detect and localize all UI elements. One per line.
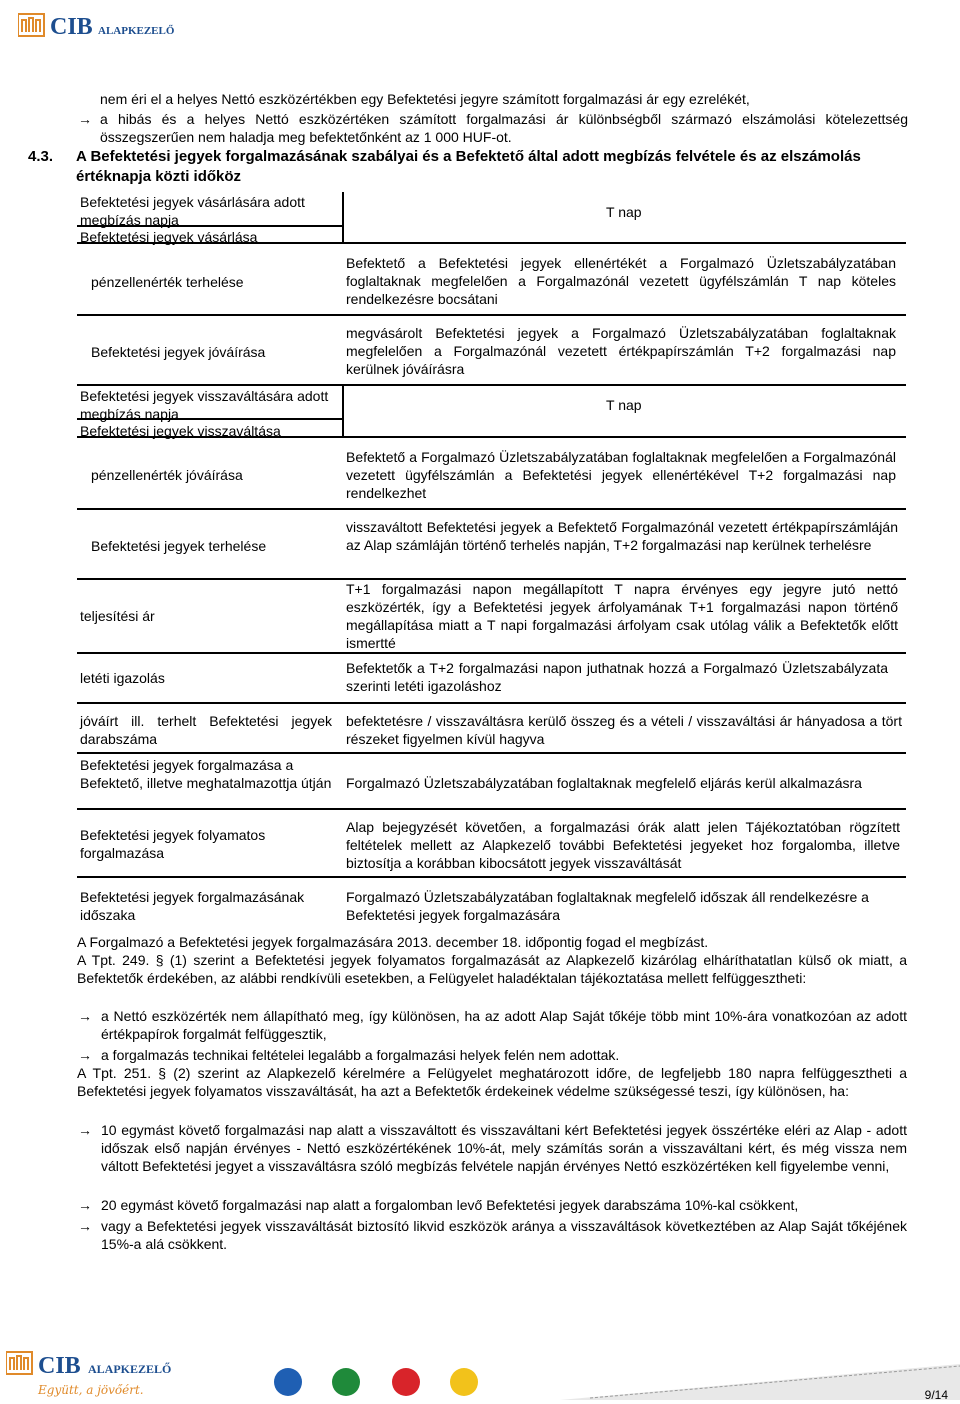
body-paragraph: A Forgalmazó a Befektetési jegyek forgalmazására 2013. december 18. időpontig fogad el megbízást. — [77, 934, 709, 950]
table-cell: megvásárolt Befektetési jegyek a Forgalmazó Üzletszabályzatában foglaltaknak megfelelően a Forgalmazónál vezetett értékpapírszámlán T+2 forgalmazási nap kerülnek jóváírásra — [346, 325, 896, 377]
table-cell: Befektetési jegyek visszaváltása — [80, 423, 281, 439]
intro-line: nem éri el a helyes Nettó eszközértékben egy Befektetési jegyre számított forgalmazási ár egy ezrelékét, — [100, 91, 750, 107]
red-dot — [392, 1368, 420, 1396]
section-title: A Befektetési jegyek forgalmazásának szabályai és a Befektető által adott megbízás felvétele és az elszámolás értéknapja közti időköz — [76, 148, 861, 185]
table-cell: Befektető a Forgalmazó Üzletszabályzatában foglaltaknak megfelelően a Forgalmazónál vezetett ügyfélszámlán a Befektetési jegyek ellenértékével T+2 forgalmazási nap rendelkezhet — [346, 449, 896, 501]
yellow-dot — [450, 1368, 478, 1396]
table-cell: Befektetési jegyek folyamatos forgalmazása — [80, 827, 266, 861]
list-item-text: 10 egymást követő forgalmazási nap alatt a visszaváltott és visszaváltani kért Befektetési jegyek összértéke eléri az Alap - adott időszak első napján érvényes - Nettó eszközértékének 10%-át, mely számítás során a visszaváltani kért, és még vissza nem váltott Befektetési jegyet a visszaváltásra szóló megbízás felvétele napján érvényes Nettó eszközértéken kell figyelembe venni, — [101, 1122, 907, 1174]
green-dot — [332, 1368, 360, 1396]
footer-slogan: Együtt, a jövőért. — [38, 1383, 144, 1397]
table-cell: Befektetők a T+2 forgalmazási napon juthatnak hozzá a Forgalmazó Üzletszabályzata szerinti letéti igazoláshoz — [346, 660, 888, 694]
table-cell: T nap — [606, 204, 642, 220]
arrow-icon: → — [78, 1047, 92, 1063]
table-cell: T nap — [606, 397, 642, 413]
table-cell: Befektetési jegyek visszaváltására adott megbízás napja — [80, 388, 329, 422]
logo-cib-text: CIB — [50, 14, 93, 40]
intro-bullet-text: a hibás és a helyes Nettó eszközértéken számított forgalmazási ár különbségből származó elszámolási kötelezettség összegszerűen nem haladja meg befektetőnként az 1 000 HUF-ot. — [100, 111, 908, 145]
footer-logo-cib-text: CIB — [38, 1353, 81, 1379]
table-cell: T+1 forgalmazási napon megállapított T napra érvényes egy jegyre jutó nettó eszközérték, így a Befektetési jegyek árfolyamának T+1 forgalmazási napon történő megállapítása miatt a T napi forgalmazási árfolyam csak utólag válik a Befektetők előtt ismertté — [346, 581, 898, 651]
arrow-icon: → — [78, 111, 92, 127]
arrow-icon: → — [78, 1218, 92, 1234]
table-cell: jóváírt ill. terhelt Befektetési jegyek darabszáma — [80, 713, 332, 747]
blue-dot — [274, 1368, 302, 1396]
table-cell: Befektetési jegyek vásárlása — [80, 229, 258, 245]
table-cell: visszaváltott Befektetési jegyek a Befektető Forgalmazónál vezetett értékpapírszámláján az Alap számláján történő terhelés napján, T+2 forgalmazási nap kerülnek terhelésre — [346, 519, 898, 553]
table-cell: Befektetési jegyek vásárlására adott megbízás napja — [80, 194, 305, 228]
arrow-icon: → — [78, 1197, 92, 1213]
arrow-icon: → — [78, 1008, 92, 1024]
table-cell: Befektetési jegyek forgalmazása a Befektető, illetve meghatalmazottja útján — [80, 757, 332, 791]
table-cell: Forgalmazó Üzletszabályzatában foglaltaknak megfelelő eljárás kerül alkalmazásra — [346, 775, 862, 791]
list-item-text: a Nettó eszközérték nem állapítható meg, így különösen, ha az adott Alap Saját tőkéje több mint 10%-ára vonatkozóan az adott értékpapírok forgalmát felfüggesztik, — [101, 1008, 907, 1042]
list-item-text: vagy a Befektetési jegyek visszaváltását biztosító likvid eszközök aránya a visszaváltások következtében az Alap Saját tőkéjének 15%-a alá csökkent. — [101, 1218, 907, 1252]
page-number: 9/14 — [924, 1388, 948, 1402]
table-cell: Befektetési jegyek terhelése — [91, 538, 267, 554]
table-cell: pénzellenérték jóváírása — [91, 467, 243, 483]
table-cell: Befektető a Befektetési jegyek ellenértékét a Forgalmazó Üzletszabályzatában foglaltaknak megfelelően a Forgalmazónál vezetett ügyfélszámlán T nap köteles rendelkezésre bocsátani — [346, 255, 896, 307]
footer-logo-sub-text: ALAPKEZELŐ — [88, 1362, 172, 1376]
body-paragraph: A Tpt. 249. § (1) szerint a Befektetési jegyek folyamatos forgalmazását az Alapkezelő kizárólag elháríthatatlan külső ok miatt, a Befektetők érdekében, az alábbi rendkívüli esetekben, a Felügyelet haladéktalan tájékoztatása mellett felfüggesztheti: — [77, 952, 907, 986]
list-item-text: a forgalmazás technikai feltételei legalább a forgalmazási helyek felén nem adottak. — [101, 1047, 620, 1063]
cib-logo — [18, 8, 218, 42]
table-cell: Forgalmazó Üzletszabályzatában foglaltaknak megfelelő időszak áll rendelkezésre a Befektetési jegyek forgalmazására — [346, 889, 869, 923]
logo-sub-text: ALAPKEZELŐ — [98, 25, 175, 37]
arrow-icon: → — [78, 1122, 92, 1138]
table-cell: Befektetési jegyek forgalmazásának időszaka — [80, 889, 305, 923]
footer-logo — [6, 1346, 176, 1402]
table-cell: letéti igazolás — [80, 670, 165, 686]
table-cell: Befektetési jegyek jóváírása — [91, 344, 266, 360]
table-cell: befektetésre / visszaváltásra kerülő összeg és a vételi / visszaváltási ár hányadosa a tört részeket figyelmen kívül hagyva — [346, 713, 902, 747]
footer-decoration — [260, 1360, 960, 1400]
list-item-text: 20 egymást követő forgalmazási nap alatt a forgalomban levő Befektetési jegyek darabszáma 10%-kal csökkent, — [101, 1197, 799, 1213]
table-cell: pénzellenérték terhelése — [91, 274, 244, 290]
table-cell: Alap bejegyzését követően, a forgalmazási órák alatt jelen Tájékoztatóban rögzített feltételek mellett az Alapkezelő további Befektetési jegyeket hoz forgalomba, illetve biztosítja a korábban kibocsátott jegyek visszaváltását — [346, 819, 900, 871]
table-cell: teljesítési ár — [80, 608, 155, 624]
section-number: 4.3. — [28, 148, 54, 165]
body-paragraph: A Tpt. 251. § (2) szerint az Alapkezelő kérelmére a Felügyelet meghatározott időre, de legfeljebb 180 napra felfüggesztheti a Befektetési jegyek folyamatos visszaváltását, ha azt a Befektetők érdekeinek védelme szükségessé teszi, így különösen, ha: — [77, 1065, 907, 1099]
